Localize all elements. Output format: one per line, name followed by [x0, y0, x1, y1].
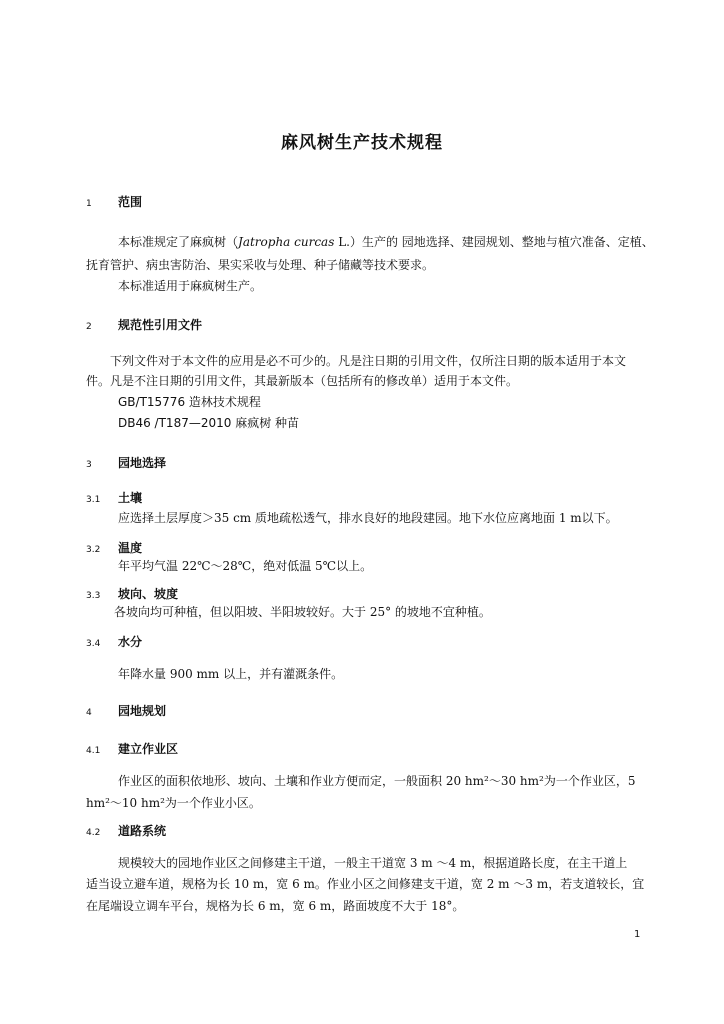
subsection-number: 3.4 [86, 639, 101, 649]
subsection-number: 3.2 [86, 545, 101, 555]
subsection-title: 土壤 [118, 491, 143, 505]
subsection-3-4-heading [86, 633, 142, 650]
section-4-heading [86, 702, 166, 719]
reference-item: DB46 /T187—2010 麻疯树 种苗 [118, 416, 300, 430]
text-span: L.）生产的 园地选择、建园规划、整地与植穴准备、定植、 [334, 235, 654, 249]
paragraph-line: hm²～10 hm²为一个作业小区。 [86, 796, 261, 810]
subsection-title: 道路系统 [118, 824, 167, 838]
reference-item: GB/T15776 造林技术规程 [118, 395, 261, 409]
subsection-title: 水分 [118, 635, 143, 649]
subsection-number: 4.2 [86, 828, 101, 838]
subsection-number: 3.3 [86, 591, 101, 601]
paragraph-line: 抚育管护、病虫害防治、果实采收与处理、种子储藏等技术要求。 [86, 258, 435, 272]
species-name: Jatropha curcas [238, 235, 335, 249]
section-1-heading [86, 193, 142, 210]
text-span: 本标准规定了麻疯树（ [118, 235, 239, 249]
section-number: 4 [86, 708, 92, 718]
subsection-number: 3.1 [86, 495, 101, 505]
document-title: 麻风树生产技术规程 [281, 133, 443, 153]
paragraph-line: 本标准适用于麻疯树生产。 [118, 279, 263, 293]
paragraph-line [118, 233, 654, 250]
section-number: 3 [86, 460, 92, 470]
subsection-3-1-heading [86, 489, 142, 506]
paragraph-line: 下列文件对于本文件的应用是必不可少的。凡是注日期的引用文件，仅所注日期的版本适用于本文 [110, 354, 627, 368]
subsection-title: 建立作业区 [118, 742, 179, 756]
paragraph-line: 各坡向均可种植，但以阳坡、半阳坡较好。大于 25° 的坡地不宜种植。 [114, 605, 491, 619]
section-number: 1 [86, 199, 92, 209]
subsection-3-2-heading [86, 539, 142, 556]
subsection-number: 4.1 [86, 746, 101, 756]
section-title: 园地规划 [118, 704, 167, 718]
paragraph-line: 件。凡是不注日期的引用文件，其最新版本（包括所有的修改单）适用于本文件。 [86, 374, 519, 388]
section-title: 范围 [118, 195, 143, 209]
subsection-4-2-heading [86, 822, 166, 839]
section-3-heading [86, 454, 166, 471]
subsection-title: 温度 [118, 541, 143, 555]
paragraph-line: 规模较大的园地作业区之间修建主干道，一般主干道宽 3 m ～4 m，根据道路长度，在主干道上 [118, 856, 628, 870]
paragraph-line: 在尾端设立调车平台，规格为长 6 m，宽 6 m，路面坡度不大于 18°。 [86, 899, 465, 913]
section-title: 规范性引用文件 [118, 318, 203, 332]
section-2-heading [86, 316, 202, 333]
section-number: 2 [86, 322, 92, 332]
paragraph-line: 年降水量 900 mm 以上，并有灌溉条件。 [118, 667, 344, 681]
paragraph-line: 作业区的面积依地形、坡向、土壤和作业方便而定，一般面积 20 hm²～30 hm²为一个作业区，5 [118, 774, 636, 788]
paragraph-line: 应选择土层厚度＞35 cm 质地疏松透气，排水良好的地段建园。地下水位应离地面 1 m以下。 [118, 511, 618, 525]
paragraph-line: 年平均气温 22℃～28℃，绝对低温 5℃以上。 [118, 559, 373, 573]
page-number: 1 [634, 929, 641, 940]
paragraph-line: 适当设立避车道，规格为长 10 m，宽 6 m。作业小区之间修建支干道，宽 2 m ～3 m，若支道较长，宜 [86, 877, 645, 891]
subsection-3-3-heading [86, 585, 178, 602]
subsection-4-1-heading [86, 740, 178, 757]
section-title: 园地选择 [118, 456, 167, 470]
subsection-title: 坡向、坡度 [118, 587, 179, 601]
